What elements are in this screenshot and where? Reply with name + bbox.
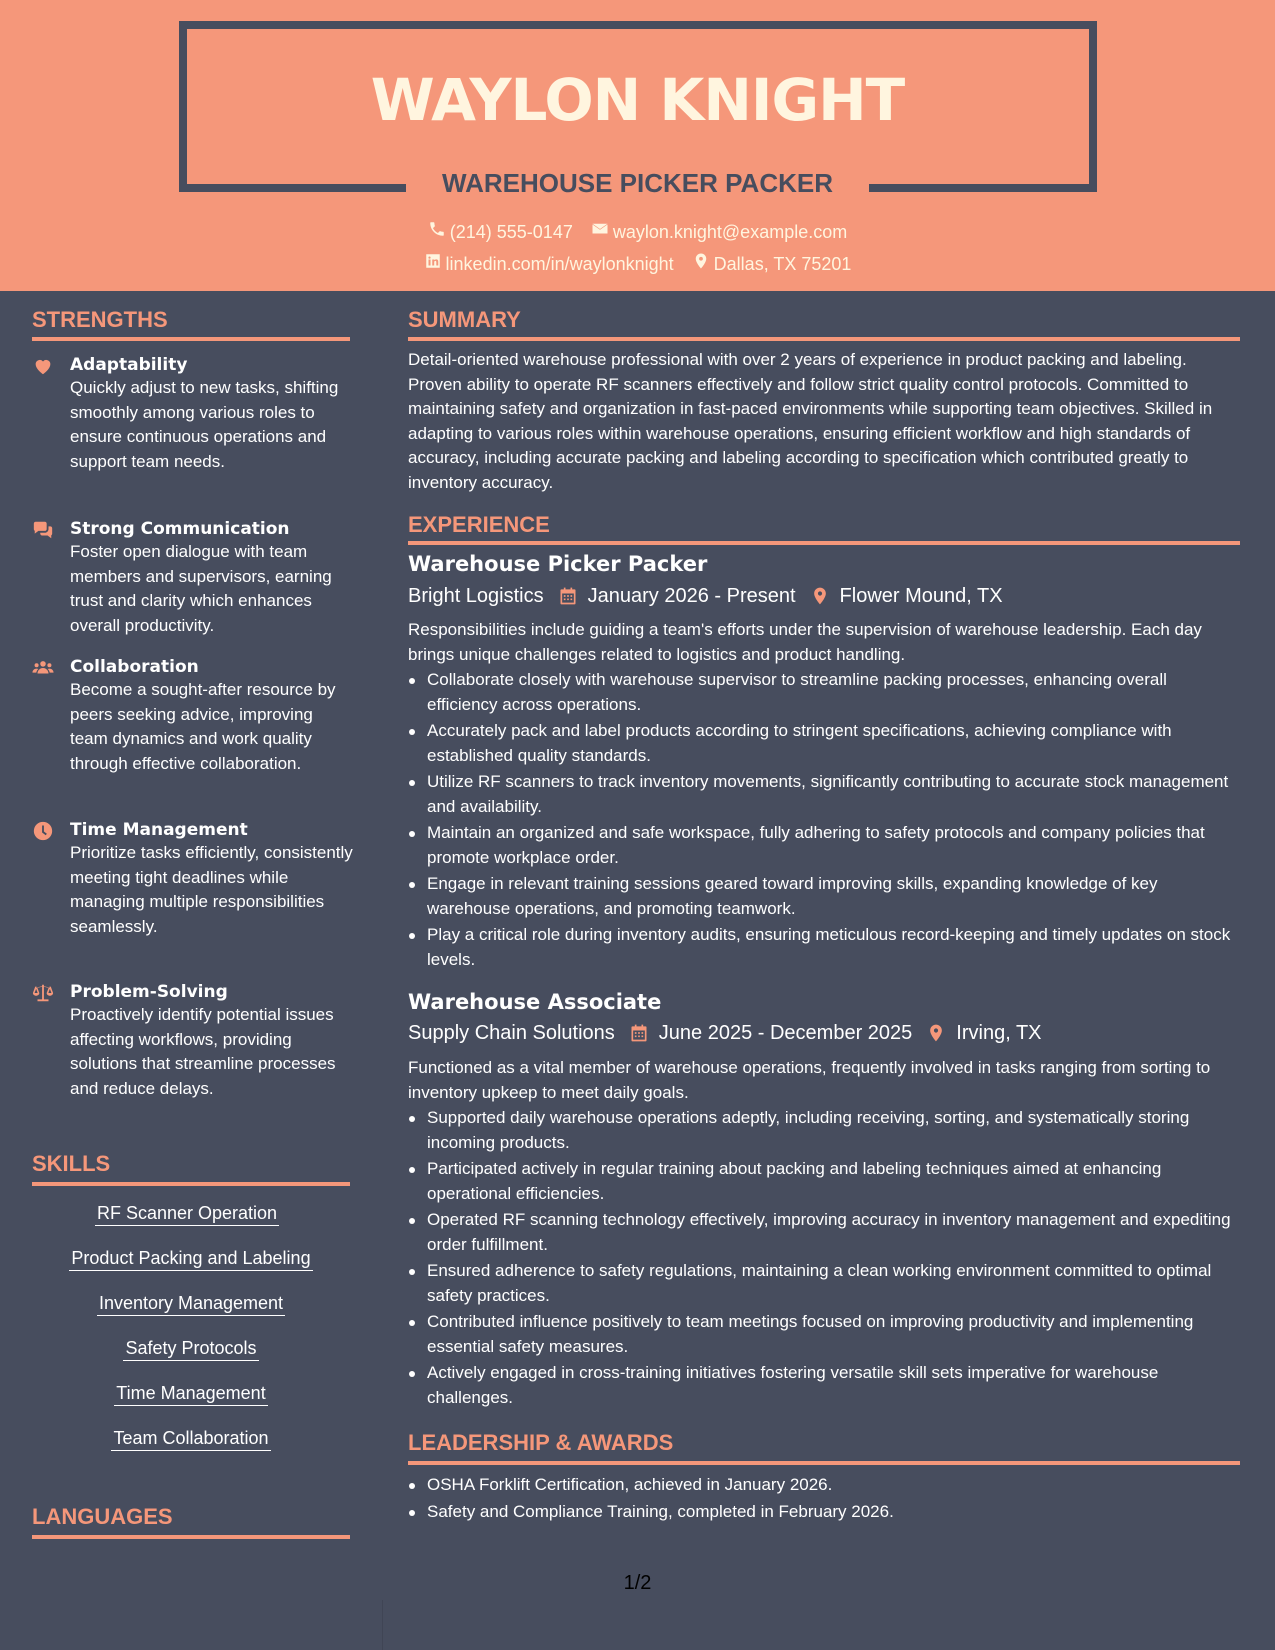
phone-icon xyxy=(428,219,446,245)
job-dates: June 2025 - December 2025 xyxy=(658,1022,913,1044)
contact-email[interactable]: waylon.knight@example.com xyxy=(591,219,847,245)
strength-description: Proactively identify potential issues affecting workflows, providing solutions that streamline processes and reduce delays. xyxy=(70,1005,336,1098)
list-item: Participated actively in regular training about packing and labeling techniques aimed at enhancing operational efficiencies. xyxy=(408,1157,1240,1206)
list-item: Supported daily warehouse operations adeptly, including receiving, sorting, and systematically storing incoming products. xyxy=(408,1106,1240,1155)
summary-text: Detail-oriented warehouse professional with over 2 years of experience in product packing and labeling. Proven ability to operate RF scanners effectively and follow strict quality control protocols. Committed to maintaining safety and organization in fast-paced environments while supporting team objectives. Skilled in adapting to various roles within warehouse operations, ensuring efficient workflow and high standards of accuracy, including accurate packing and labeling according to specification which contributed greatly to inventory accuracy. xyxy=(408,350,1213,492)
map-pin-icon xyxy=(810,586,830,606)
section-rule xyxy=(32,1535,350,1539)
list-item: Ensured adherence to safety regulations, maintaining a clean working environment committed to optimal safety practices. xyxy=(408,1259,1240,1308)
scale-icon xyxy=(32,982,54,1004)
job-intro: Responsibilities include guiding a team's efforts under the supervision of warehouse leadership. Each day brings unique challenges related to logistics and product handling. xyxy=(408,620,1202,664)
candidate-name: WAYLON KNIGHT xyxy=(370,66,905,134)
resume-header xyxy=(0,0,1275,291)
section-heading-summary: SUMMARY xyxy=(408,307,521,332)
job-location: Flower Mound, TX xyxy=(839,585,1003,607)
skill-item: Safety Protocols xyxy=(32,1335,350,1361)
job-bullets xyxy=(408,668,1240,974)
strength-description: Foster open dialogue with team members and supervisors, earning trust and clarity which enhances overall productivity. xyxy=(70,542,332,635)
contact-phone: (214) 555-0147 xyxy=(428,219,573,245)
list-item: Maintain an organized and safe workspace, fully adhering to safety protocols and company policies that promote workplace order. xyxy=(408,821,1240,870)
strength-description: Prioritize tasks efficiently, consistently meeting tight deadlines while managing multiple responsibilities seamlessly. xyxy=(70,843,353,936)
strength-title: Collaboration xyxy=(70,657,199,677)
job-dates: January 2026 - Present xyxy=(587,585,796,607)
map-pin-icon xyxy=(926,1023,946,1043)
contact-row xyxy=(0,251,1275,277)
job-meta xyxy=(408,1019,1042,1047)
skill-item: RF Scanner Operation xyxy=(28,1200,346,1226)
section-rule xyxy=(408,1461,1240,1465)
calendar-icon xyxy=(629,1023,649,1043)
job-bullets xyxy=(408,1106,1240,1412)
list-item: Accurately pack and label products according to stringent specifications, achieving compliance with established quality standards. xyxy=(408,719,1240,768)
company-name: Supply Chain Solutions xyxy=(408,1022,615,1044)
job-title: Warehouse Associate xyxy=(408,990,662,1014)
contact-linkedin[interactable]: linkedin.com/in/waylonknight xyxy=(424,251,674,277)
envelope-icon xyxy=(591,219,609,245)
section-rule xyxy=(408,541,1240,545)
job-title: Warehouse Picker Packer xyxy=(408,552,708,576)
strength-title: Adaptability xyxy=(70,355,188,375)
comments-icon xyxy=(32,519,54,541)
list-item: Engage in relevant training sessions geared toward improving skills, expanding knowledge of key warehouse operations, and promoting teamwork. xyxy=(408,872,1240,921)
page-number: 1/2 xyxy=(623,1572,652,1594)
job-meta xyxy=(408,582,1003,610)
contact-row xyxy=(0,219,1275,245)
calendar-icon xyxy=(558,586,578,606)
contact-location: Dallas, TX 75201 xyxy=(692,251,852,277)
list-item: Play a critical role during inventory audits, ensuring meticulous record-keeping and timely updates on stock levels. xyxy=(408,923,1240,972)
section-heading-skills: SKILLS xyxy=(32,1151,111,1176)
skill-item: Product Packing and Labeling xyxy=(32,1245,350,1271)
job-intro: Functioned as a vital member of warehouse operations, frequently involved in tasks ranging from sorting to inventory upkeep to meet daily goals. xyxy=(408,1058,1211,1102)
section-heading-strengths: STRENGTHS xyxy=(32,307,168,332)
job-location: Irving, TX xyxy=(956,1022,1042,1044)
skill-item: Time Management xyxy=(32,1380,350,1406)
list-item: Utilize RF scanners to track inventory movements, significantly contributing to accurate stock management and availability. xyxy=(408,770,1240,819)
strength-description: Become a sought-after resource by peers seeking advice, improving team dynamics and work quality through effective collaboration. xyxy=(70,680,336,773)
list-item: Contributed influence positively to team meetings focused on improving productivity and implementing essential safety measures. xyxy=(408,1310,1240,1359)
section-heading-languages: LANGUAGES xyxy=(32,1504,173,1529)
strength-title: Problem-Solving xyxy=(70,982,228,1002)
company-name: Bright Logistics xyxy=(408,585,544,607)
column-divider xyxy=(382,1600,383,1650)
list-item: Actively engaged in cross-training initiatives fostering versatile skill sets imperative for warehouse challenges. xyxy=(408,1361,1240,1410)
candidate-job-title: WAREHOUSE PICKER PACKER xyxy=(441,168,833,198)
section-heading-awards: LEADERSHIP & AWARDS xyxy=(408,1430,674,1455)
skill-item: Inventory Management xyxy=(32,1290,350,1316)
linkedin-icon xyxy=(424,251,442,277)
strength-title: Time Management xyxy=(70,820,248,840)
clock-icon xyxy=(32,820,54,842)
section-rule xyxy=(32,337,350,341)
strength-description: Quickly adjust to new tasks, shifting smoothly among various roles to ensure continuous operations and support team needs. xyxy=(70,378,339,471)
strength-title: Strong Communication xyxy=(70,519,290,539)
section-heading-experience: EXPERIENCE xyxy=(408,512,550,537)
awards-list xyxy=(408,1473,1240,1526)
skill-item: Team Collaboration xyxy=(32,1425,350,1451)
list-item: Safety and Compliance Training, completed in February 2026. xyxy=(408,1500,1240,1525)
list-item: Collaborate closely with warehouse supervisor to streamline packing processes, enhancing overall efficiency across operations. xyxy=(408,668,1240,717)
list-item: OSHA Forklift Certification, achieved in January 2026. xyxy=(408,1473,1240,1498)
section-rule xyxy=(408,337,1240,341)
users-icon xyxy=(32,657,54,679)
map-pin-icon xyxy=(692,251,710,277)
list-item: Operated RF scanning technology effectively, improving accuracy in inventory management and expediting order fulfillment. xyxy=(408,1208,1240,1257)
heart-icon xyxy=(32,355,54,377)
section-rule xyxy=(32,1182,350,1186)
